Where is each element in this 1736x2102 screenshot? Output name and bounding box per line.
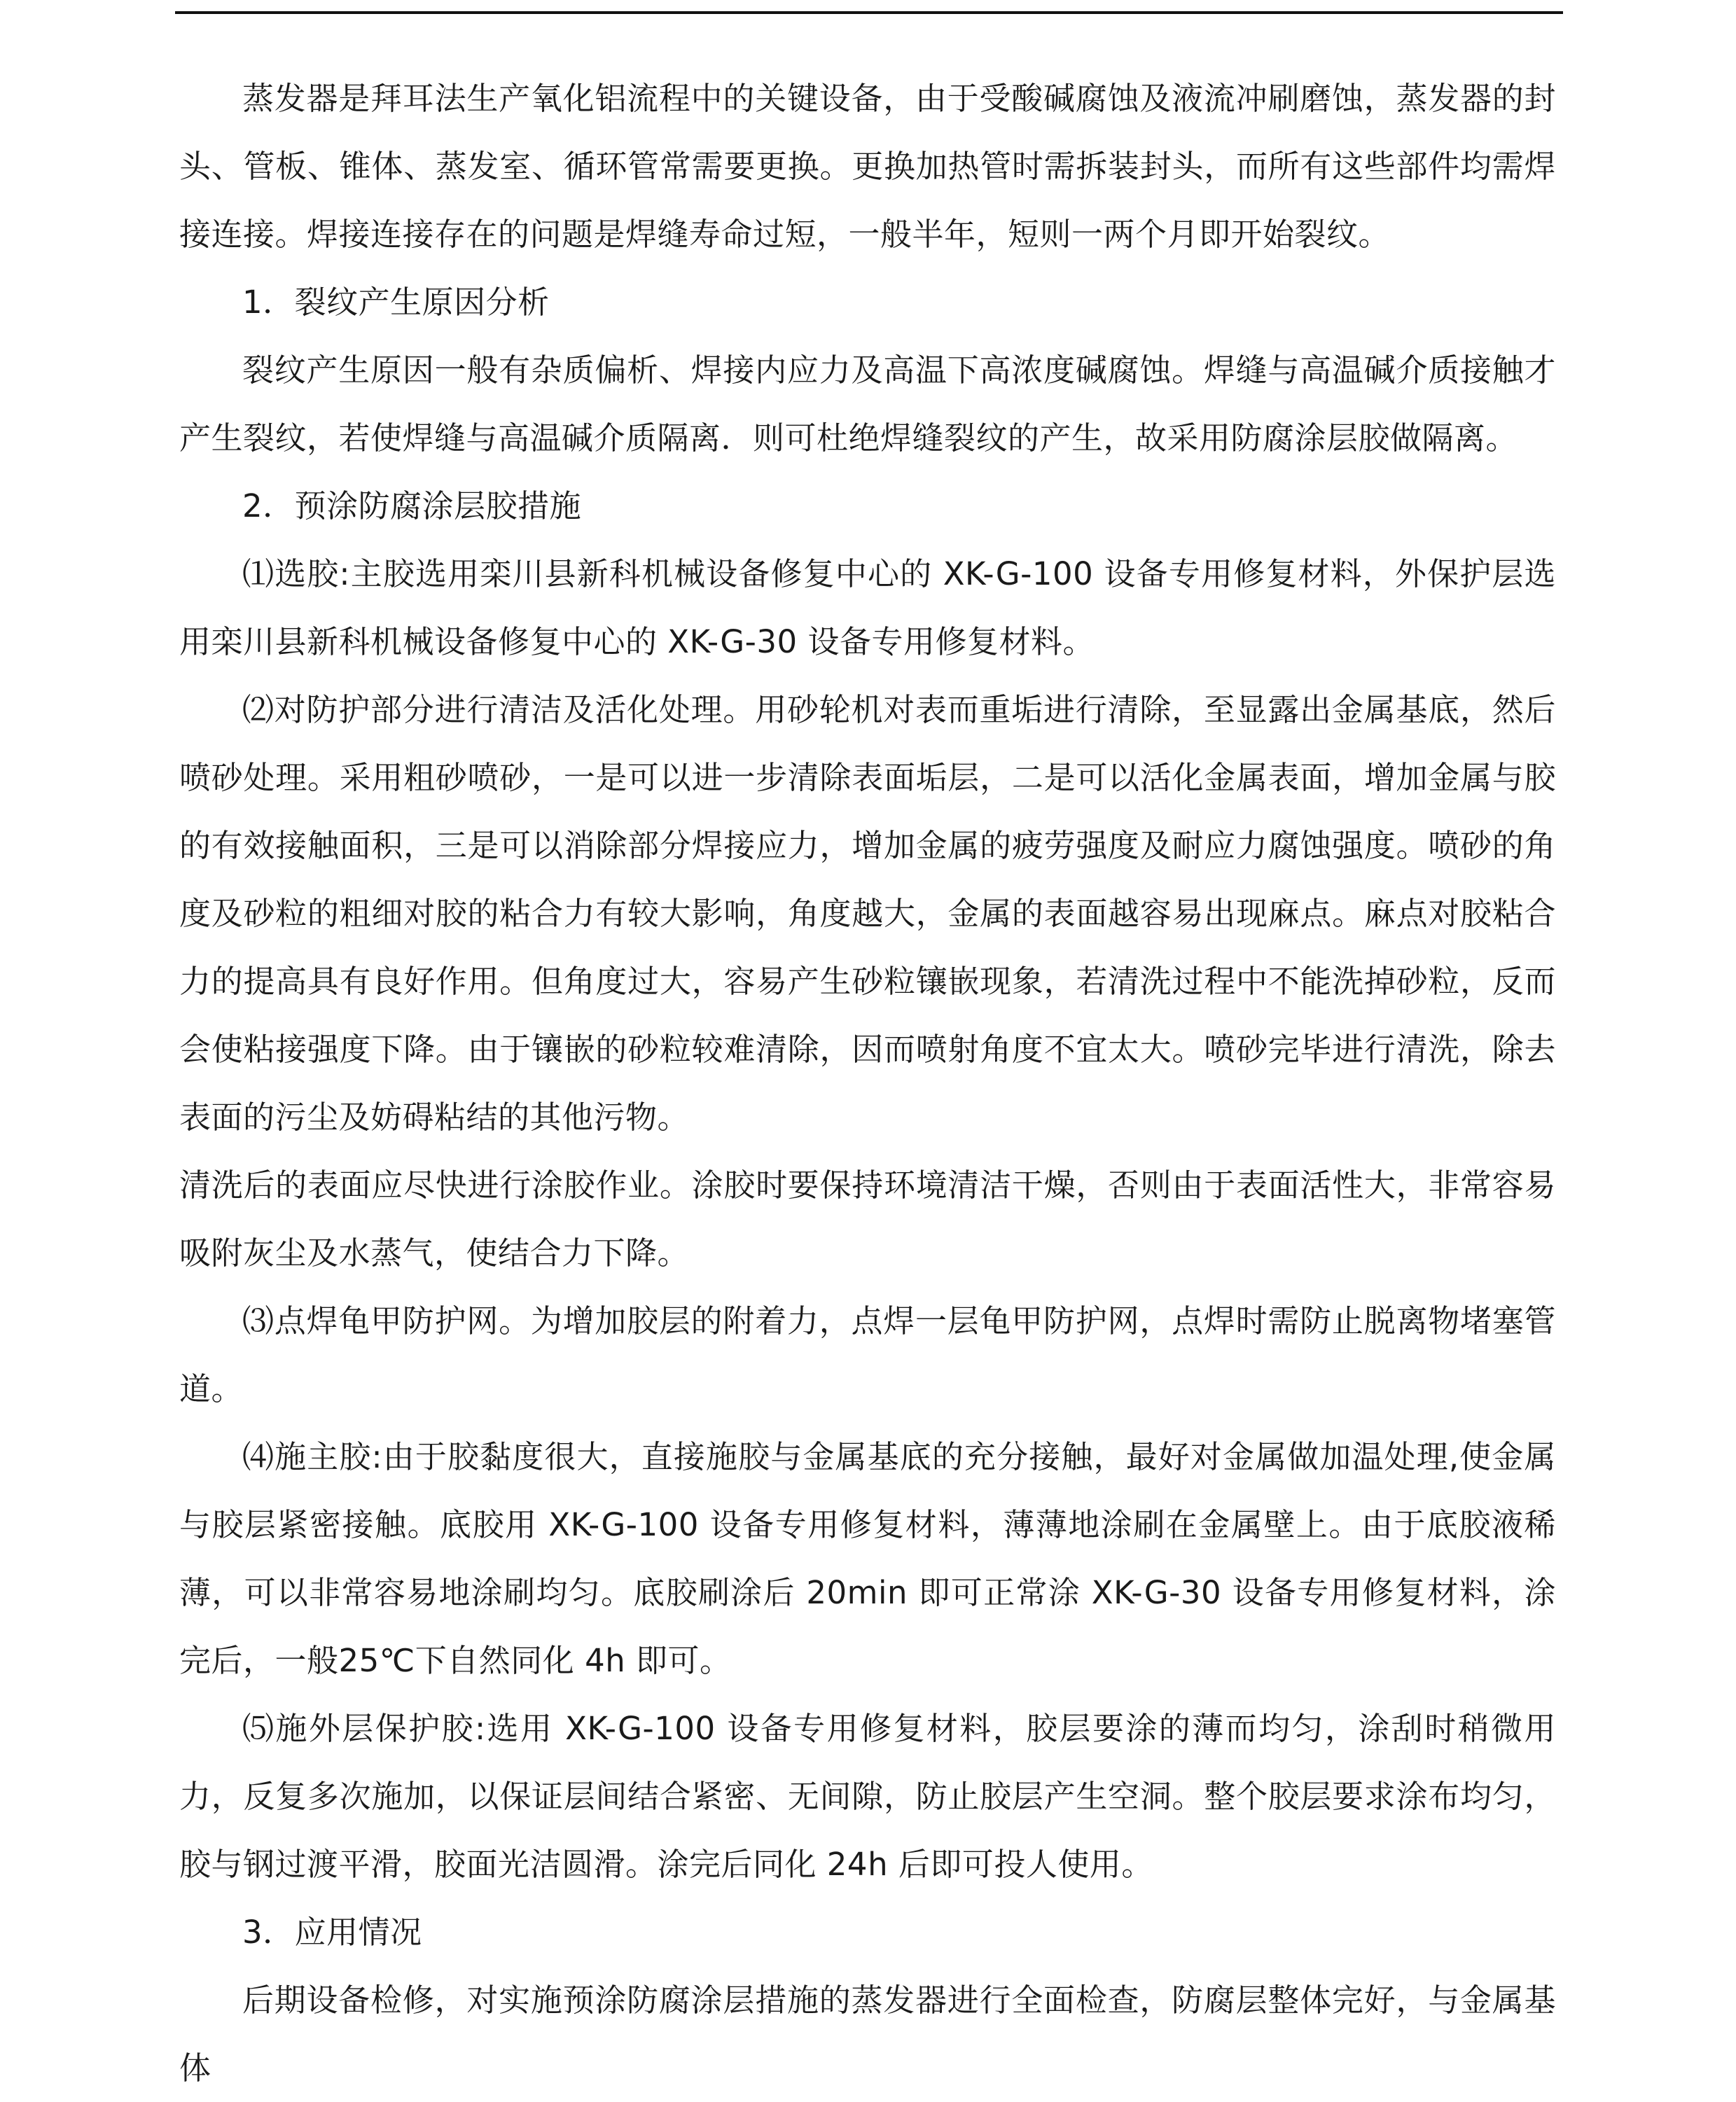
paragraph-intro: 蒸发器是拜耳法生产氧化铝流程中的关键设备，由于受酸碱腐蚀及液流冲刷磨蚀，蒸发器的封头、管板、锥体、蒸发室、循环管常需要更换。更换加热管时需拆装封头，而所有这些部件均需焊接连接。焊接连接存在的问题是焊缝寿命过短，一般半年，短则一两个月即开始裂纹。 bbox=[179, 80, 1556, 253]
paragraph-step-2-continued: 清洗后的表面应尽快进行涂胶作业。涂胶时要保持环境清洁干燥，否则由于表面活性大，非常容易吸附灰尘及水蒸气，使结合力下降。 bbox=[179, 1167, 1556, 1272]
paragraph-step-1-glue-selection: ⑴选胶:主胶选用栾川县新科机械设备修复中心的 XK-G-100 设备专用修复材料，外保护层选用栾川县新科机械设备修复中心的 XK-G-30 设备专用修复材料。 bbox=[179, 555, 1556, 660]
paragraph-crack-causes: 裂纹产生原因一般有杂质偏析、焊接内应力及高温下高浓度碱腐蚀。焊缝与高温碱介质接触才产生裂纹，若使焊缝与高温碱介质隔离．则可杜绝焊缝裂纹的产生，故采用防腐涂层胶做隔离。 bbox=[179, 352, 1556, 457]
section-heading-2: 2．预涂防腐涂层胶措施 bbox=[242, 487, 582, 524]
paragraph-application: 后期设备检修，对实施预涂防腐涂层措施的蒸发器进行全面检查，防腐层整体完好，与金属基体 bbox=[179, 1982, 1556, 2087]
section-heading-1: 1．裂纹产生原因分析 bbox=[242, 284, 550, 321]
section-heading-3: 3．应用情况 bbox=[242, 1914, 422, 1951]
paragraph-step-4-main-glue: ⑷施主胶:由于胶黏度很大，直接施胶与金属基底的充分接触，最好对金属做加温处理,使金属与胶层紧密接触。底胶用 XK-G-100 设备专用修复材料，薄薄地涂刷在金属壁上。由于底胶液稀薄，可以非常容易地涂刷均匀。底胶刷涂后 20min 即可正常涂 XK-G-30 设备专用修复材料，涂完后，一般25℃下自然同化 4h 即可。 bbox=[179, 1438, 1556, 1679]
document-body bbox=[179, 64, 1556, 2102]
header-rule bbox=[175, 11, 1563, 14]
paragraph-step-5-protective-layer: ⑸施外层保护胶:选用 XK-G-100 设备专用修复材料，胶层要涂的薄而均匀，涂刮时稍微用力，反复多次施加，以保证层间结合紧密、无间隙，防止胶层产生空洞。整个胶层要求涂布均匀，胶与钢过渡平滑，胶面光洁圆滑。涂完后同化 24h 后即可投人使用。 bbox=[179, 1710, 1556, 1883]
paragraph-step-2-cleaning: ⑵对防护部分进行清洁及活化处理。用砂轮机对表而重垢进行清除，至显露出金属基底，然后喷砂处理。采用粗砂喷砂，一是可以进一步清除表面垢层，二是可以活化金属表面，增加金属与胶的有效接触面积，三是可以消除部分焊接应力，增加金属的疲劳强度及耐应力腐蚀强度。喷砂的角度及砂粒的粗细对胶的粘合力有较大影响，角度越大，金属的表面越容易出现麻点。麻点对胶粘合力的提高具有良好作用。但角度过大，容易产生砂粒镶嵌现象，若清洗过程中不能洗掉砂粒，反而会使粘接强度下降。由于镶嵌的砂粒较难清除，因而喷射角度不宜太大。喷砂完毕进行清洗，除去表面的污尘及妨碍粘结的其他污物。 bbox=[179, 691, 1556, 1136]
paragraph-step-3-mesh: ⑶点焊龟甲防护网。为增加胶层的附着力，点焊一层龟甲防护网，点焊时需防止脱离物堵塞管道。 bbox=[179, 1302, 1556, 1407]
